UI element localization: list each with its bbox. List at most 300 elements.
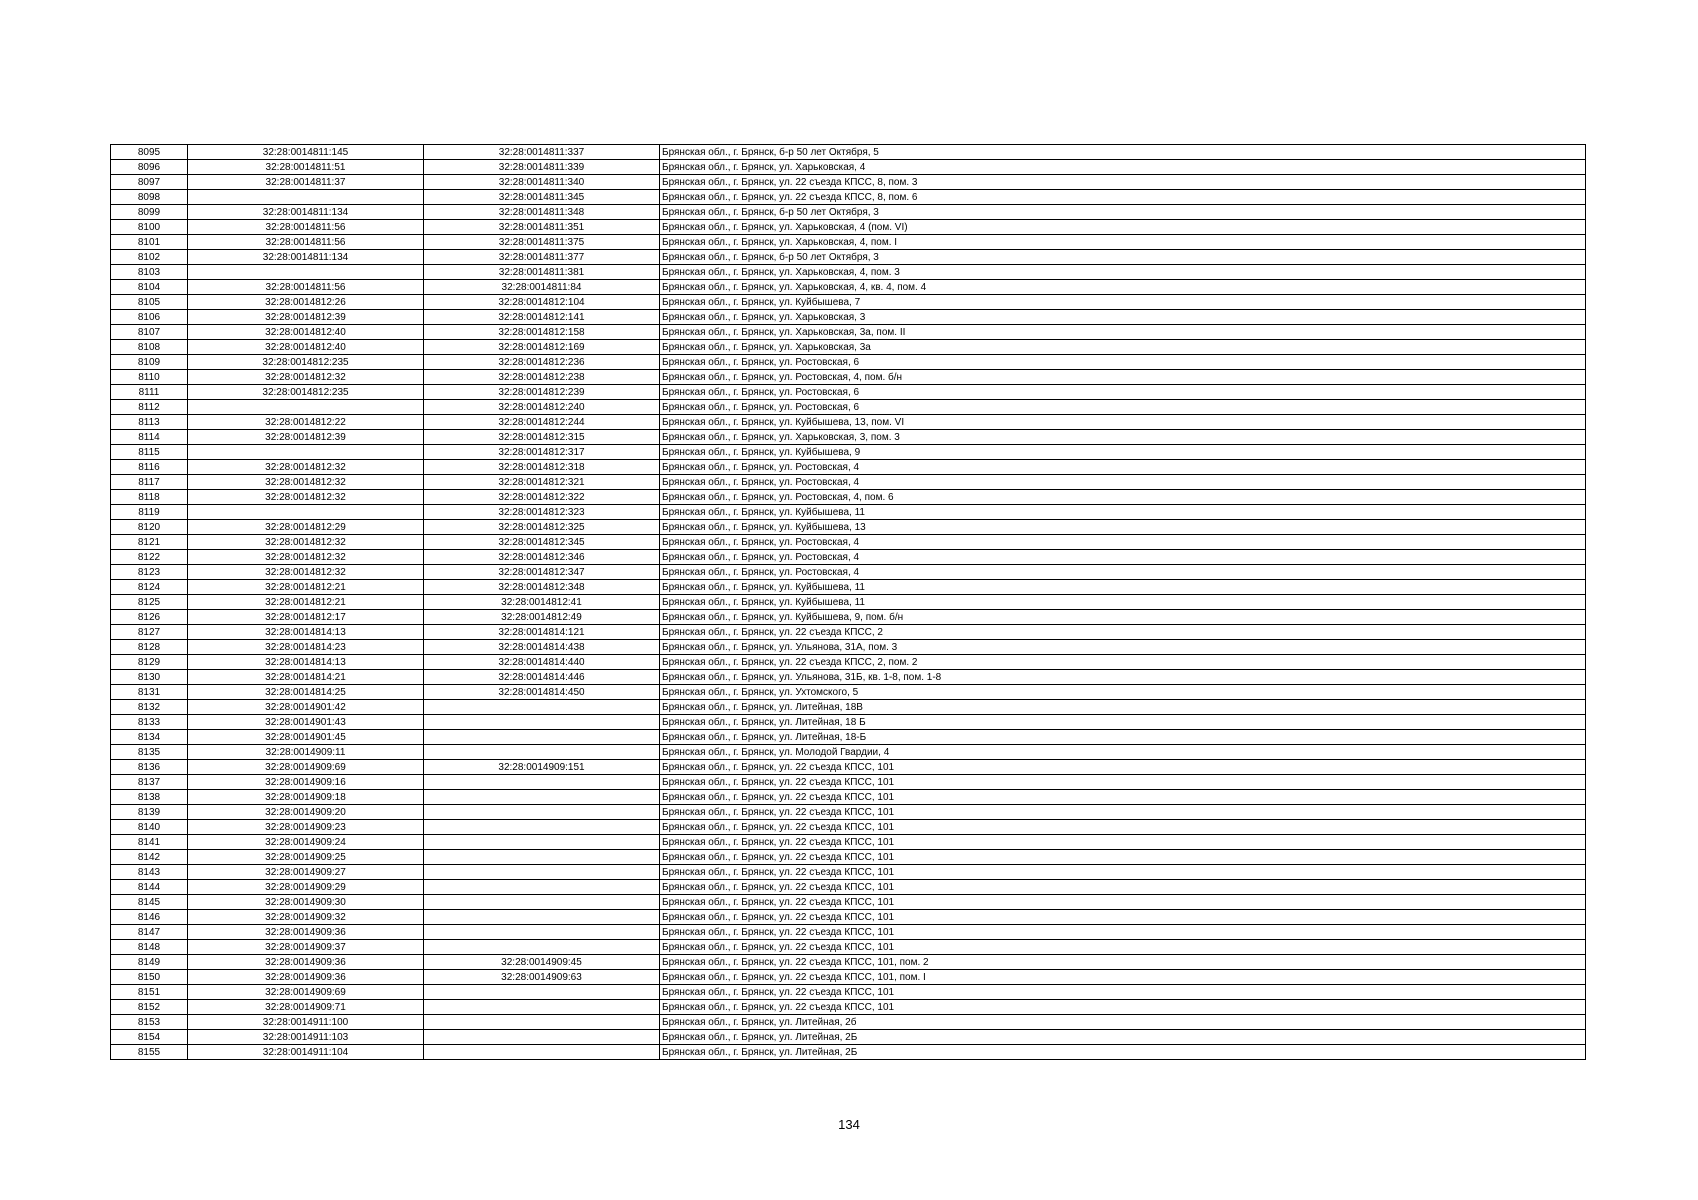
address-cell: Брянская обл., г. Брянск, ул. Ростовская, 4 [660,460,1586,475]
table-row [111,550,1586,565]
address-cell: Брянская обл., г. Брянск, ул. 22 съезда КПСС, 8, пом. 6 [660,190,1586,205]
object-cadastral-number-cell [424,790,660,805]
address-cell: Брянская обл., г. Брянск, ул. 22 съезда КПСС, 101 [660,895,1586,910]
table-row [111,775,1586,790]
table-row [111,385,1586,400]
object-cadastral-number-cell [424,865,660,880]
row-number-cell: 8107 [111,325,188,340]
row-number-cell: 8123 [111,565,188,580]
land-cadastral-number-cell: 32:28:0014909:24 [188,835,424,850]
page-number: 134 [838,1117,860,1132]
land-cadastral-number-cell: 32:28:0014812:32 [188,550,424,565]
row-number-cell: 8110 [111,370,188,385]
table-row [111,400,1586,415]
object-cadastral-number-cell: 32:28:0014812:238 [424,370,660,385]
address-cell: Брянская обл., г. Брянск, ул. Ростовская, 4 [660,475,1586,490]
table-row [111,715,1586,730]
land-cadastral-number-cell: 32:28:0014909:30 [188,895,424,910]
land-cadastral-number-cell: 32:28:0014909:71 [188,1000,424,1015]
row-number-cell: 8129 [111,655,188,670]
land-cadastral-number-cell: 32:28:0014909:36 [188,955,424,970]
object-cadastral-number-cell: 32:28:0014909:151 [424,760,660,775]
address-cell: Брянская обл., г. Брянск, ул. Харьковская, 4, пом. 3 [660,265,1586,280]
land-cadastral-number-cell: 32:28:0014812:32 [188,535,424,550]
object-cadastral-number-cell [424,1015,660,1030]
address-cell: Брянская обл., г. Брянск, ул. Куйбышева, 9, пом. б/н [660,610,1586,625]
address-cell: Брянская обл., г. Брянск, б-р 50 лет Октября, 3 [660,250,1586,265]
table-row [111,1030,1586,1045]
address-cell: Брянская обл., г. Брянск, ул. 22 съезда КПСС, 101, пом. I [660,970,1586,985]
object-cadastral-number-cell [424,910,660,925]
table-row [111,805,1586,820]
object-cadastral-number-cell: 32:28:0014811:381 [424,265,660,280]
row-number-cell: 8098 [111,190,188,205]
object-cadastral-number-cell [424,730,660,745]
table-row [111,235,1586,250]
land-cadastral-number-cell: 32:28:0014812:32 [188,370,424,385]
object-cadastral-number-cell [424,985,660,1000]
table-row [111,250,1586,265]
land-cadastral-number-cell: 32:28:0014909:37 [188,940,424,955]
table-row [111,1045,1586,1060]
table-row [111,880,1586,895]
land-cadastral-number-cell: 32:28:0014909:16 [188,775,424,790]
object-cadastral-number-cell: 32:28:0014812:244 [424,415,660,430]
address-cell: Брянская обл., г. Брянск, ул. Ростовская, 4, пом. б/н [660,370,1586,385]
land-cadastral-number-cell: 32:28:0014909:36 [188,925,424,940]
land-cadastral-number-cell: 32:28:0014812:235 [188,385,424,400]
row-number-cell: 8152 [111,1000,188,1015]
row-number-cell: 8145 [111,895,188,910]
address-cell: Брянская обл., г. Брянск, ул. Молодой Гвардии, 4 [660,745,1586,760]
row-number-cell: 8143 [111,865,188,880]
address-cell: Брянская обл., г. Брянск, ул. Куйбышева, 13, пом. VI [660,415,1586,430]
address-cell: Брянская обл., г. Брянск, ул. 22 съезда КПСС, 101 [660,940,1586,955]
land-cadastral-number-cell: 32:28:0014811:134 [188,250,424,265]
object-cadastral-number-cell: 32:28:0014812:317 [424,445,660,460]
object-cadastral-number-cell: 32:28:0014811:84 [424,280,660,295]
table-row [111,595,1586,610]
table-row [111,610,1586,625]
row-number-cell: 8141 [111,835,188,850]
land-cadastral-number-cell: 32:28:0014812:40 [188,340,424,355]
object-cadastral-number-cell: 32:28:0014812:325 [424,520,660,535]
row-number-cell: 8120 [111,520,188,535]
address-cell: Брянская обл., г. Брянск, б-р 50 лет Октября, 5 [660,145,1586,160]
land-cadastral-number-cell: 32:28:0014812:32 [188,565,424,580]
land-cadastral-number-cell: 32:28:0014814:25 [188,685,424,700]
land-cadastral-number-cell: 32:28:0014811:51 [188,160,424,175]
land-cadastral-number-cell: 32:28:0014811:134 [188,205,424,220]
table-row [111,265,1586,280]
row-number-cell: 8113 [111,415,188,430]
object-cadastral-number-cell: 32:28:0014811:375 [424,235,660,250]
address-cell: Брянская обл., г. Брянск, ул. 22 съезда КПСС, 101 [660,865,1586,880]
row-number-cell: 8106 [111,310,188,325]
table-row [111,670,1586,685]
object-cadastral-number-cell: 32:28:0014812:348 [424,580,660,595]
table-row [111,370,1586,385]
object-cadastral-number-cell: 32:28:0014812:345 [424,535,660,550]
object-cadastral-number-cell: 32:28:0014814:450 [424,685,660,700]
land-cadastral-number-cell: 32:28:0014909:69 [188,760,424,775]
row-number-cell: 8132 [111,700,188,715]
address-cell: Брянская обл., г. Брянск, ул. 22 съезда КПСС, 101 [660,985,1586,1000]
object-cadastral-number-cell [424,850,660,865]
address-cell: Брянская обл., г. Брянск, ул. 22 съезда КПСС, 101 [660,880,1586,895]
address-cell: Брянская обл., г. Брянск, ул. Ростовская, 4 [660,550,1586,565]
land-cadastral-number-cell [188,445,424,460]
address-cell: Брянская обл., г. Брянск, ул. 22 съезда КПСС, 101 [660,775,1586,790]
object-cadastral-number-cell [424,835,660,850]
table-row [111,985,1586,1000]
table-row [111,355,1586,370]
row-number-cell: 8136 [111,760,188,775]
table-row [111,190,1586,205]
address-cell: Брянская обл., г. Брянск, ул. Ростовская, 4, пом. 6 [660,490,1586,505]
row-number-cell: 8155 [111,1045,188,1060]
object-cadastral-number-cell: 32:28:0014812:347 [424,565,660,580]
row-number-cell: 8146 [111,910,188,925]
row-number-cell: 8115 [111,445,188,460]
table-row [111,565,1586,580]
land-cadastral-number-cell: 32:28:0014812:39 [188,430,424,445]
table-row [111,160,1586,175]
object-cadastral-number-cell: 32:28:0014812:236 [424,355,660,370]
table-row [111,295,1586,310]
land-cadastral-number-cell [188,190,424,205]
row-number-cell: 8148 [111,940,188,955]
address-cell: Брянская обл., г. Брянск, ул. Ростовская, 6 [660,355,1586,370]
land-cadastral-number-cell: 32:28:0014812:22 [188,415,424,430]
address-cell: Брянская обл., г. Брянск, ул. Ростовская, 4 [660,565,1586,580]
land-cadastral-number-cell: 32:28:0014812:26 [188,295,424,310]
table-row [111,625,1586,640]
address-cell: Брянская обл., г. Брянск, ул. 22 съезда КПСС, 2 [660,625,1586,640]
table-row [111,955,1586,970]
land-cadastral-number-cell: 32:28:0014911:103 [188,1030,424,1045]
land-cadastral-number-cell [188,505,424,520]
row-number-cell: 8135 [111,745,188,760]
address-cell: Брянская обл., г. Брянск, ул. Харьковская, 3а [660,340,1586,355]
land-cadastral-number-cell: 32:28:0014901:42 [188,700,424,715]
object-cadastral-number-cell: 32:28:0014812:240 [424,400,660,415]
address-cell: Брянская обл., г. Брянск, ул. Куйбышева, 9 [660,445,1586,460]
address-cell: Брянская обл., г. Брянск, ул. 22 съезда КПСС, 101 [660,850,1586,865]
object-cadastral-number-cell: 32:28:0014811:348 [424,205,660,220]
object-cadastral-number-cell: 32:28:0014812:322 [424,490,660,505]
row-number-cell: 8111 [111,385,188,400]
row-number-cell: 8131 [111,685,188,700]
address-cell: Брянская обл., г. Брянск, ул. Куйбышева, 11 [660,580,1586,595]
object-cadastral-number-cell [424,925,660,940]
land-cadastral-number-cell: 32:28:0014911:104 [188,1045,424,1060]
table-row [111,910,1586,925]
object-cadastral-number-cell: 32:28:0014814:446 [424,670,660,685]
object-cadastral-number-cell: 32:28:0014812:239 [424,385,660,400]
address-cell: Брянская обл., г. Брянск, ул. Куйбышева, 11 [660,595,1586,610]
land-cadastral-number-cell: 32:28:0014814:13 [188,655,424,670]
land-cadastral-number-cell: 32:28:0014909:23 [188,820,424,835]
row-number-cell: 8124 [111,580,188,595]
table-row [111,865,1586,880]
address-cell: Брянская обл., г. Брянск, ул. 22 съезда КПСС, 101 [660,910,1586,925]
table-row [111,970,1586,985]
row-number-cell: 8138 [111,790,188,805]
address-cell: Брянская обл., г. Брянск, ул. Куйбышева, 7 [660,295,1586,310]
table-row [111,820,1586,835]
address-cell: Брянская обл., г. Брянск, ул. 22 съезда КПСС, 101 [660,820,1586,835]
address-cell: Брянская обл., г. Брянск, ул. 22 съезда КПСС, 8, пом. 3 [660,175,1586,190]
land-cadastral-number-cell: 32:28:0014811:56 [188,220,424,235]
object-cadastral-number-cell [424,1045,660,1060]
object-cadastral-number-cell: 32:28:0014812:141 [424,310,660,325]
address-cell: Брянская обл., г. Брянск, ул. Ростовская, 6 [660,385,1586,400]
address-cell: Брянская обл., г. Брянск, ул. 22 съезда КПСС, 2, пом. 2 [660,655,1586,670]
table-row [111,1000,1586,1015]
land-cadastral-number-cell: 32:28:0014812:21 [188,595,424,610]
object-cadastral-number-cell: 32:28:0014812:104 [424,295,660,310]
land-cadastral-number-cell: 32:28:0014909:20 [188,805,424,820]
table-row [111,340,1586,355]
land-cadastral-number-cell: 32:28:0014814:13 [188,625,424,640]
row-number-cell: 8103 [111,265,188,280]
object-cadastral-number-cell [424,745,660,760]
address-cell: Брянская обл., г. Брянск, ул. 22 съезда КПСС, 101 [660,835,1586,850]
row-number-cell: 8134 [111,730,188,745]
row-number-cell: 8108 [111,340,188,355]
land-cadastral-number-cell: 32:28:0014812:17 [188,610,424,625]
row-number-cell: 8127 [111,625,188,640]
table-row [111,925,1586,940]
row-number-cell: 8133 [111,715,188,730]
row-number-cell: 8125 [111,595,188,610]
address-cell: Брянская обл., г. Брянск, ул. Ростовская, 6 [660,400,1586,415]
address-cell: Брянская обл., г. Брянск, ул. Харьковская, 4, пом. I [660,235,1586,250]
table-row [111,835,1586,850]
row-number-cell: 8147 [111,925,188,940]
land-cadastral-number-cell [188,265,424,280]
address-cell: Брянская обл., г. Брянск, ул. 22 съезда КПСС, 101 [660,790,1586,805]
land-cadastral-number-cell: 32:28:0014901:43 [188,715,424,730]
land-cadastral-number-cell: 32:28:0014909:32 [188,910,424,925]
object-cadastral-number-cell: 32:28:0014812:321 [424,475,660,490]
row-number-cell: 8151 [111,985,188,1000]
address-cell: Брянская обл., г. Брянск, ул. Литейная, 18В [660,700,1586,715]
address-cell: Брянская обл., г. Брянск, ул. 22 съезда КПСС, 101, пом. 2 [660,955,1586,970]
registry-table-body [111,145,1586,1060]
row-number-cell: 8130 [111,670,188,685]
row-number-cell: 8150 [111,970,188,985]
address-cell: Брянская обл., г. Брянск, ул. 22 съезда КПСС, 101 [660,760,1586,775]
object-cadastral-number-cell [424,820,660,835]
row-number-cell: 8116 [111,460,188,475]
row-number-cell: 8149 [111,955,188,970]
table-row [111,520,1586,535]
address-cell: Брянская обл., г. Брянск, ул. Харьковская, 4 (пом. VI) [660,220,1586,235]
address-cell: Брянская обл., г. Брянск, ул. Литейная, 2Б [660,1045,1586,1060]
row-number-cell: 8102 [111,250,188,265]
address-cell: Брянская обл., г. Брянск, ул. Ульянова, 31Б, кв. 1-8, пом. 1-8 [660,670,1586,685]
land-cadastral-number-cell: 32:28:0014909:27 [188,865,424,880]
table-row [111,1015,1586,1030]
table-row [111,730,1586,745]
table-row [111,145,1586,160]
registry-table [110,144,1586,1060]
row-number-cell: 8119 [111,505,188,520]
row-number-cell: 8095 [111,145,188,160]
row-number-cell: 8101 [111,235,188,250]
object-cadastral-number-cell: 32:28:0014812:169 [424,340,660,355]
table-row [111,415,1586,430]
land-cadastral-number-cell: 32:28:0014811:145 [188,145,424,160]
object-cadastral-number-cell: 32:28:0014811:339 [424,160,660,175]
land-cadastral-number-cell: 32:28:0014909:11 [188,745,424,760]
table-row [111,220,1586,235]
land-cadastral-number-cell: 32:28:0014812:32 [188,460,424,475]
row-number-cell: 8096 [111,160,188,175]
row-number-cell: 8118 [111,490,188,505]
land-cadastral-number-cell: 32:28:0014812:235 [188,355,424,370]
land-cadastral-number-cell: 32:28:0014911:100 [188,1015,424,1030]
land-cadastral-number-cell: 32:28:0014901:45 [188,730,424,745]
land-cadastral-number-cell: 32:28:0014814:21 [188,670,424,685]
object-cadastral-number-cell [424,805,660,820]
table-row [111,700,1586,715]
address-cell: Брянская обл., г. Брянск, ул. Куйбышева, 11 [660,505,1586,520]
land-cadastral-number-cell: 32:28:0014814:23 [188,640,424,655]
row-number-cell: 8144 [111,880,188,895]
address-cell: Брянская обл., г. Брянск, ул. Харьковская, 4, кв. 4, пом. 4 [660,280,1586,295]
land-cadastral-number-cell: 32:28:0014811:56 [188,280,424,295]
table-row [111,640,1586,655]
table-row [111,505,1586,520]
table-row [111,790,1586,805]
object-cadastral-number-cell: 32:28:0014812:49 [424,610,660,625]
object-cadastral-number-cell: 32:28:0014812:158 [424,325,660,340]
object-cadastral-number-cell [424,1030,660,1045]
object-cadastral-number-cell: 32:28:0014812:318 [424,460,660,475]
land-cadastral-number-cell [188,400,424,415]
object-cadastral-number-cell: 32:28:0014811:340 [424,175,660,190]
address-cell: Брянская обл., г. Брянск, ул. Харьковская, 3, пом. 3 [660,430,1586,445]
table-row [111,580,1586,595]
land-cadastral-number-cell: 32:28:0014812:29 [188,520,424,535]
object-cadastral-number-cell: 32:28:0014909:63 [424,970,660,985]
table-row [111,940,1586,955]
land-cadastral-number-cell: 32:28:0014812:40 [188,325,424,340]
address-cell: Брянская обл., г. Брянск, ул. 22 съезда КПСС, 101 [660,925,1586,940]
address-cell: Брянская обл., г. Брянск, ул. Литейная, 2Б [660,1030,1586,1045]
address-cell: Брянская обл., г. Брянск, ул. Харьковская, 4 [660,160,1586,175]
table-row [111,430,1586,445]
object-cadastral-number-cell [424,1000,660,1015]
table-row [111,280,1586,295]
object-cadastral-number-cell: 32:28:0014811:377 [424,250,660,265]
land-cadastral-number-cell: 32:28:0014812:39 [188,310,424,325]
row-number-cell: 8117 [111,475,188,490]
object-cadastral-number-cell: 32:28:0014814:440 [424,655,660,670]
object-cadastral-number-cell: 32:28:0014811:351 [424,220,660,235]
land-cadastral-number-cell: 32:28:0014909:25 [188,850,424,865]
row-number-cell: 8137 [111,775,188,790]
object-cadastral-number-cell: 32:28:0014812:323 [424,505,660,520]
land-cadastral-number-cell: 32:28:0014811:37 [188,175,424,190]
land-cadastral-number-cell: 32:28:0014812:32 [188,475,424,490]
table-row [111,850,1586,865]
object-cadastral-number-cell: 32:28:0014811:345 [424,190,660,205]
address-cell: Брянская обл., г. Брянск, ул. Литейная, 18 Б [660,715,1586,730]
address-cell: Брянская обл., г. Брянск, ул. Литейная, 2б [660,1015,1586,1030]
land-cadastral-number-cell: 32:28:0014812:32 [188,490,424,505]
address-cell: Брянская обл., г. Брянск, ул. Харьковская, 3 [660,310,1586,325]
land-cadastral-number-cell: 32:28:0014909:18 [188,790,424,805]
object-cadastral-number-cell: 32:28:0014909:45 [424,955,660,970]
table-row [111,310,1586,325]
object-cadastral-number-cell [424,895,660,910]
object-cadastral-number-cell [424,940,660,955]
object-cadastral-number-cell: 32:28:0014812:41 [424,595,660,610]
table-row [111,475,1586,490]
object-cadastral-number-cell: 32:28:0014812:346 [424,550,660,565]
object-cadastral-number-cell [424,775,660,790]
table-row [111,175,1586,190]
address-cell: Брянская обл., г. Брянск, ул. Литейная, 18-Б [660,730,1586,745]
row-number-cell: 8099 [111,205,188,220]
row-number-cell: 8114 [111,430,188,445]
table-row [111,745,1586,760]
table-row [111,655,1586,670]
address-cell: Брянская обл., г. Брянск, ул. 22 съезда КПСС, 101 [660,805,1586,820]
table-row [111,535,1586,550]
row-number-cell: 8139 [111,805,188,820]
address-cell: Брянская обл., г. Брянск, ул. Куйбышева, 13 [660,520,1586,535]
address-cell: Брянская обл., г. Брянск, ул. Ростовская, 4 [660,535,1586,550]
object-cadastral-number-cell [424,880,660,895]
object-cadastral-number-cell: 32:28:0014812:315 [424,430,660,445]
table-row [111,445,1586,460]
row-number-cell: 8104 [111,280,188,295]
table-row [111,460,1586,475]
table-row [111,490,1586,505]
row-number-cell: 8126 [111,610,188,625]
row-number-cell: 8122 [111,550,188,565]
row-number-cell: 8112 [111,400,188,415]
address-cell: Брянская обл., г. Брянск, б-р 50 лет Октября, 3 [660,205,1586,220]
object-cadastral-number-cell [424,715,660,730]
table-row [111,325,1586,340]
address-cell: Брянская обл., г. Брянск, ул. 22 съезда КПСС, 101 [660,1000,1586,1015]
land-cadastral-number-cell: 32:28:0014909:36 [188,970,424,985]
table-row [111,205,1586,220]
object-cadastral-number-cell: 32:28:0014814:121 [424,625,660,640]
row-number-cell: 8097 [111,175,188,190]
table-row [111,760,1586,775]
row-number-cell: 8142 [111,850,188,865]
row-number-cell: 8105 [111,295,188,310]
land-cadastral-number-cell: 32:28:0014812:21 [188,580,424,595]
land-cadastral-number-cell: 32:28:0014811:56 [188,235,424,250]
row-number-cell: 8140 [111,820,188,835]
table-row [111,895,1586,910]
row-number-cell: 8121 [111,535,188,550]
table-row [111,685,1586,700]
land-cadastral-number-cell: 32:28:0014909:29 [188,880,424,895]
land-cadastral-number-cell: 32:28:0014909:69 [188,985,424,1000]
address-cell: Брянская обл., г. Брянск, ул. Харьковская, 3а, пом. II [660,325,1586,340]
row-number-cell: 8100 [111,220,188,235]
row-number-cell: 8109 [111,355,188,370]
